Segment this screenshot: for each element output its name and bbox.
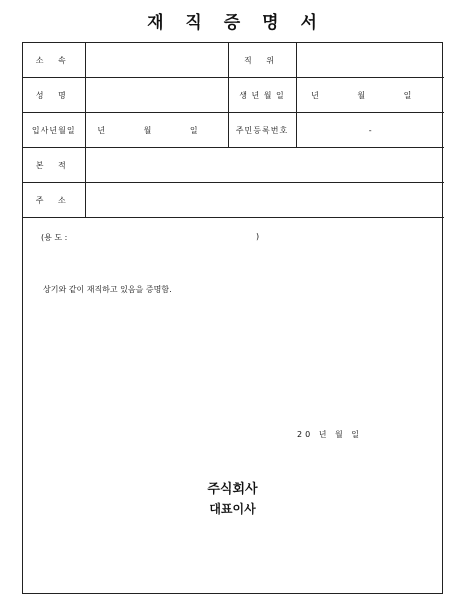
document-title: 재 직 증 명 서 [147,13,325,33]
birthdate-label: 생 년 월 일 [228,78,296,113]
employee-info-table [23,43,444,218]
hire-date-label: 입사년월일 [23,113,85,148]
resident-number-field[interactable]: - [296,113,444,148]
affiliation-label: 소 속 [23,43,85,78]
table-row [23,148,444,183]
ceo-title: 대표이사 [209,502,256,516]
position-field[interactable] [296,43,444,78]
table-row [23,183,444,218]
name-label: 성 명 [23,78,85,113]
purpose-line[interactable] [41,232,260,243]
table-row [23,43,444,78]
certificate-body [23,218,442,590]
address-field[interactable] [85,183,444,218]
company-name: 주식회사 [207,482,258,497]
resident-number-label: 주민등록번호 [228,113,296,148]
issue-date[interactable]: 20 년 월 일 [297,430,362,439]
table-row [23,113,444,148]
table-row [23,78,444,113]
domicile-label: 본 적 [23,148,85,183]
purpose-open: (용 도 : [41,233,68,242]
name-field[interactable] [85,78,228,113]
purpose-close: ) [256,232,260,241]
domicile-field[interactable] [85,148,444,183]
affiliation-field[interactable] [85,43,228,78]
certificate-form [22,42,443,594]
birthdate-field[interactable]: 년 월 일 [296,78,444,113]
certification-statement: 상기와 같이 재직하고 있음을 증명함. [43,285,172,294]
position-label: 직 위 [228,43,296,78]
hire-date-field[interactable]: 년 월 일 [85,113,228,148]
address-label: 주 소 [23,183,85,218]
